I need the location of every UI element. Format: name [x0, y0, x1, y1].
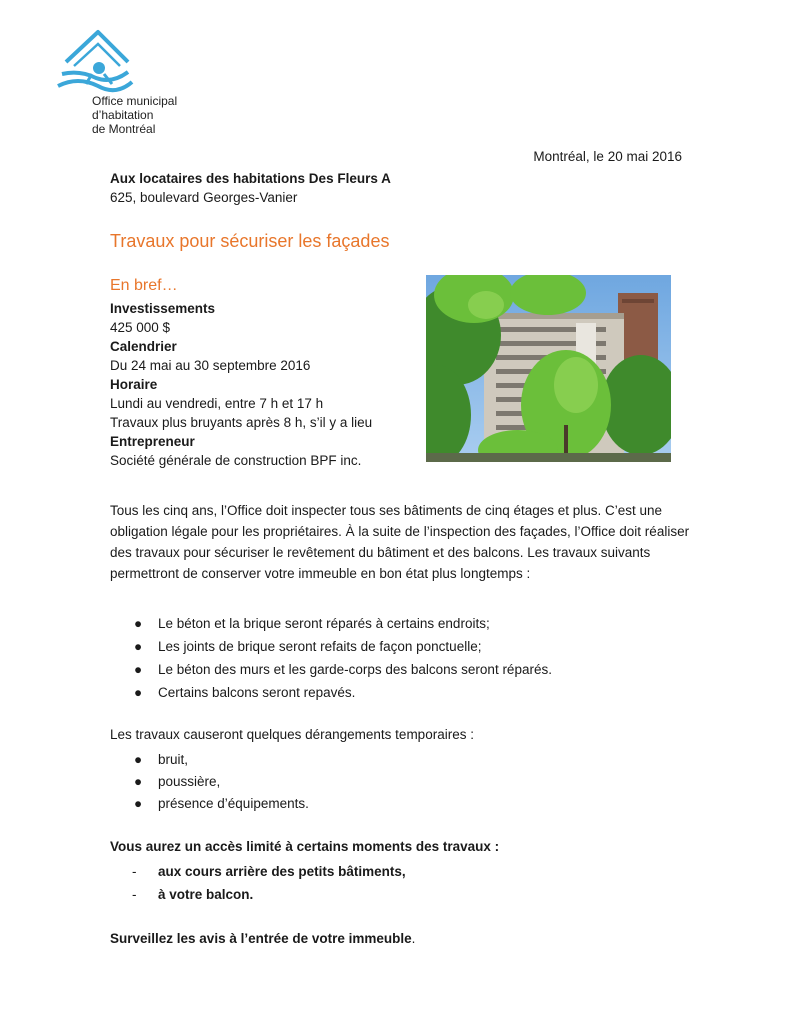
logo-text	[92, 94, 177, 136]
closing-text: Surveillez les avis à l’entrée de votre immeuble	[110, 931, 412, 946]
list-item: - aux cours arrière des petits bâtiments,	[110, 860, 406, 883]
calendrier-value: Du 24 mai au 30 septembre 2016	[110, 358, 311, 373]
horaire-value-1: Lundi au vendredi, entre 7 h et 17 h	[110, 396, 324, 411]
bullet-icon: ●	[134, 685, 143, 700]
list-item: - à votre balcon.	[110, 883, 406, 906]
bullet-icon: ●	[134, 616, 143, 631]
list-item: ● bruit,	[110, 749, 309, 771]
dash-marker: -	[132, 864, 137, 879]
bref-block	[110, 299, 372, 470]
bref-title: En bref…	[110, 277, 178, 294]
building-photo	[426, 275, 671, 462]
derangements-list	[110, 749, 309, 815]
list-item: ● Certains balcons seront repavés.	[110, 681, 552, 704]
letter-title: Travaux pour sécuriser les façades	[110, 231, 390, 251]
recipient-block	[110, 169, 391, 207]
list-item: ● Le béton des murs et les garde-corps des balcons seront réparés.	[110, 658, 552, 681]
list-item: ● Les joints de brique seront refaits de façon ponctuelle;	[110, 635, 552, 658]
list-item: ● Le béton et la brique seront réparés à certains endroits;	[110, 612, 552, 635]
investissements-value: 425 000 $	[110, 320, 171, 335]
logo-line-1: Office municipal	[92, 94, 178, 108]
horaire-value-2: Travaux plus bruyants après 8 h, s’il y a lieu	[110, 415, 373, 430]
intro-paragraph: Tous les cinq ans, l’Office doit inspecter tous ses bâtiments de cinq étages et plus. C’est une obligation légale pour les propriétaires. À la suite de l’inspection des façades, l’Office doit réaliser des travaux pour sécuriser le revêtement du bâtiment et des balcons. Les travaux suivants permettront de conserver votre immeuble en bon état plus longtemps :	[110, 503, 690, 581]
calendrier-label: Calendrier	[110, 339, 177, 354]
letter-date: Montréal, le 20 mai 2016	[533, 149, 682, 164]
closing-period: .	[411, 931, 416, 946]
closing-line	[110, 931, 415, 946]
logo-line-3: de Montréal	[92, 122, 156, 136]
entrepreneur-label: Entrepreneur	[110, 434, 195, 449]
logo-line-2: d’habitation	[92, 108, 154, 122]
bullet-icon: ●	[134, 796, 143, 811]
travaux-list	[110, 612, 552, 704]
list-item: ● poussière,	[110, 771, 309, 793]
bullet-icon: ●	[134, 639, 143, 654]
bullet-icon: ●	[134, 752, 143, 767]
horaire-label: Horaire	[110, 377, 158, 392]
recipient-line-2: 625, boulevard Georges-Vanier	[110, 190, 298, 205]
bullet-icon: ●	[134, 662, 143, 677]
investissements-label: Investissements	[110, 301, 216, 316]
dash-marker: -	[132, 887, 137, 902]
acces-list	[110, 860, 406, 906]
entrepreneur-value: Société générale de construction BPF inc.	[110, 453, 362, 468]
acces-intro: Vous aurez un accès limité à certains moments des travaux :	[110, 839, 500, 854]
list-item: ● présence d’équipements.	[110, 793, 309, 815]
bullet-icon: ●	[134, 774, 143, 789]
derangements-intro: Les travaux causeront quelques dérangements temporaires :	[110, 727, 474, 742]
recipient-line-1: Aux locataires des habitations Des Fleurs A	[110, 171, 391, 186]
